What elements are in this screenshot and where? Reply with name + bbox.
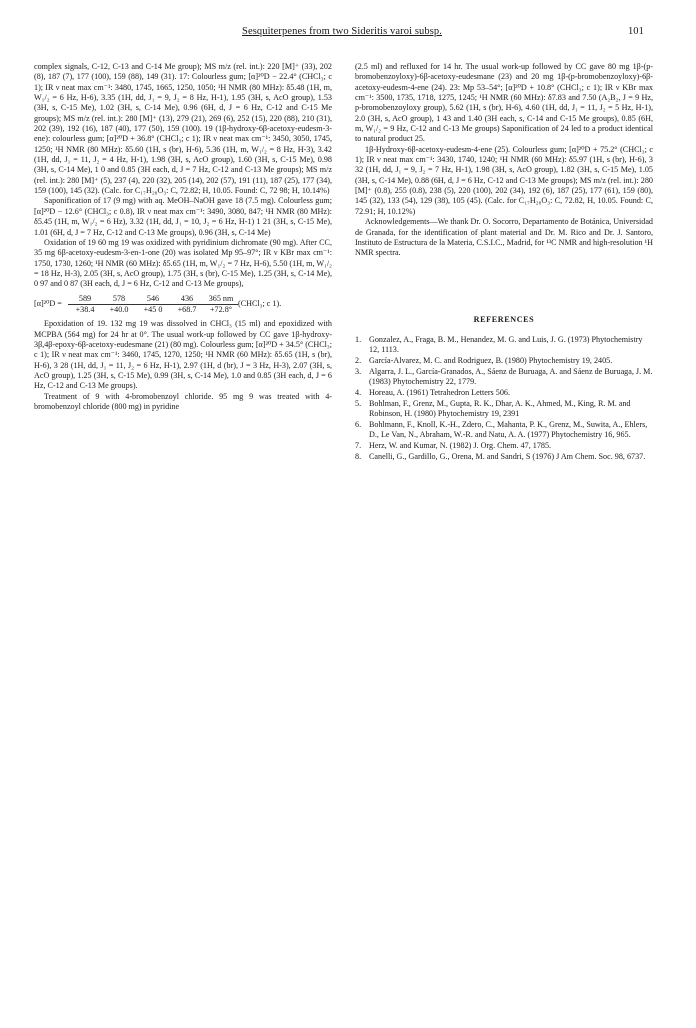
rotation-label: [α]²⁰D = [34,299,62,309]
left-paragraph: Treatment of 9 with 4-bromobenzoyl chloride. 95 mg 9 was treated with 4-bromobenzoyl chloride (800 mg) in pyridine [34,391,332,411]
reference-number: 8. [355,452,362,462]
reference-item [355,356,653,366]
left-paragraph: Epoxidation of 19. 132 mg 19 was dissolved in CHCl₃ (15 ml) and epoxidized with MCPBA (564 mg) for 24 hr at 0°. The usual work-up followed by CC gave 1β-hydroxy-3β,4β-epoxy-6β-acetoxy-eudesmane (21) (80 mg). Colourless gum; [α]²⁰D + 34.5° (CHCl₃; c 1); IR ν neat max cm⁻¹: 3460, 1745, 1270, 1250; ¹H NMR (60 MHz): δ5.65 (1H, s (br), H-6), 3 28 (1H, dd, J₁ = 11, J₂ = 6 Hz, H-1), 2.97 (1H, d (br), J = 3 Hz, H-3), 2.07 (3H, s, AcO group), 1.25 (3H, s, C-15 Me), 0.99 (3H, s, C-14 Me), 1.0 and 0.85 (3H each, d, J = 6 Hz, C-12 and C-13 Me groups). [34,319,332,391]
right-paragraph: 1β-Hydroxy-6β-acetoxy-eudesm-4-ene (25). Colourless gum; [α]²⁰D + 75.2° (CHCl₃; c 1); IR ν neat max cm⁻¹: 3430, 1740, 1240; ¹H NMR (60 MHz): δ5.97 (1H, s (br), H-6), 3 32 (1H, dd, J₁ = 9, J₂ = 7 Hz, H-1), 1.98 (3H, s, AcO group), 1.82 (3H, s, C-15 Me), 1.05 (3H, s, C-14 Me), 0.88 (6H, d, J = 6 Hz, C-12 and C-13 Me groups); MS m/z (rel. int.): 280 [M]⁺ (0.8), 255 (0.8), 238 (5), 220 (100), 202 (34), 192 (6), 187 (25), 177 (61), 159 (80), 145 (32), 133 (54), 129 (38), 105 (45). (Calc. for C₁₇H₂₈O₃: C, 72.82, H, 10.05. Found: C, 72.91; H, 10.12%) [355,144,653,216]
page-number: 101 [627,26,644,37]
reference-text: Canelli, G., Gardillo, G., Orena, M. and Sandri, S (1976) J Am Chem. Soc. 98, 6737. [369,452,646,462]
left-paragraph: Oxidation of 19 60 mg 19 was oxidized with pyridinium dichromate (90 mg). After CC, 35 mg 6β-acetoxy-eudesm-3-en-1-one (20) was isolated Mp 95–97°; IR ν KBr max cm⁻¹: 1750, 1730, 1260; ¹H NMR (60 MHz): δ5.65 (1H, m, W₁/₂ = 7 Hz, H-6), 5.50 (1H, m, W₁/₂ = 18 Hz, H-3), 2.05 (3H, s, AcO group), 1.75 (3H, s (br), C-15 Me), 1.25 (3H, s, C-14 Me), 0 97 and 0 87 (3H each, d, J = 6 Hz, C-12 and C-13 Me groups), [34,237,332,289]
reference-text: Bohlmann, F., Knoll, K.-H., Zdero, C., Mahanta, P. K., Grenz, M., Suwita, A., Ehlers, D., Le Van, N., Abraham, W.-R. and Natu, A. A. (1977) Phytochemistry 16, 965. [369,420,648,440]
right-column [355,62,653,463]
reference-number: 4. [355,388,362,398]
rotation-value: +40.0 [109,304,129,314]
reference-number: 1. [355,334,362,344]
references-heading: REFERENCES [473,314,535,324]
rotation-value: +68.7 [177,304,197,314]
reference-number: 2. [355,356,362,366]
right-paragraph: (2.5 ml) and refluxed for 14 hr. The usual work-up followed by CC gave 80 mg 1β-(p-bromobenzoyloxy)-6β-acetoxy-eudesmane (23) and 20 mg 1β-(p-bromobenzoyloxy)-6β-acetoxy-eudesm-4-ene (24). 23: Mp 53–54°; [α]²⁰D + 10.8° (CHCl₃; c 1); IR ν KBr max cm⁻¹: 3500, 1735, 1718, 1275, 1245; ¹H NMR (60 MHz): δ7.83 and 7.50 (A₂B₂, J = 9 Hz, p-bromobenzoyloxy group), 5.62 (1H, s (br), H-6), 4.60 (1H, dd, J₁ = 11, J₂ = 5 Hz, H-1), 2.0 (3H, s, AcO group), 1 43 and 1.40 (3H each, s, C-14 and C-15 Me groups), 0.85 (6H, m, W₁/₂ = 9 Hz, C-12 and C-13 Me groups) Saponification of 24 led to a product identical to natural product 25. [355,62,653,144]
optical-rotation-table [34,294,332,316]
left-paragraph: complex signals, C-12, C-13 and C-14 Me group); MS m/z (rel. int.): 220 [M]⁺ (33), 202 (8), 187 (7), 177 (100), 159 (88), 149 (31). 17: Colourless gum; [α]²⁰D − 22.4° (CHCl₃; c 1); IR ν neat max cm⁻¹: 3480, 1745, 1665, 1250, 1050; ¹H NMR (80 MHz): δ5.48 (1H, m, W₁/₂ = 6 Hz, H-6), 3.35 (1H, dd, J₁ = 9, J₂ = 8 Hz, H-1), 1.95 (3H, s, AcO group), 1.53 (3H, s, C-15 Me), 1.02 (3H, s, C-14 Me), 0.96 (6H, d, J = 6 Hz, C-12 and C-15 Me groups); MS m/z (rel. int.): 280 [M]⁺ (13), 279 (21), 269 (6), 252 (15), 220 (88), 210 (31), 202 (39), 192 (16), 187 (40), 177 (50), 159 (100). 19 (1β-hydroxy-6β-acetoxy-eudesm-3-ene): colourless gum; [α]²⁰D + 36.8° (CHCl₃; c 1); IR ν neat max cm⁻¹: 3450, 3050, 1745, 1250; ¹H NMR (80 MHz): δ5.60 (1H, s (br), H-6), 5.36 (1H, m, W₁/₂ = 8 Hz, H-3), 3.42 (1H, dd, J₁ = 11, J₂ = 4 Hz, H-1), 1.98 (3H, s, AcO group), 1.60 (3H, s, C-15 Me), 0.98 (3H, s, C-14 Me), 1 0 and 0.85 (3H each, d, J = 7 Hz, C-12 and C-13 Me groups); MS m/z (rel. int.): 280 [M]⁺ (5), 237 (4), 220 (32), 205 (14), 202 (57), 191 (11), 187 (25), 177 (34), 159 (100), 145 (32). (Calc. for C₁₇H₂₈O₃: C, 72.82; H, 10.05. Found: C, 72 98; H, 10.14%) [34,62,332,196]
wavelength-cell: 589 [68,294,102,305]
reference-text: Algarra, J. L., García-Granados, A., Sáenz de Buruaga, A. and Sáenz de Buruaga, J. M. (1983) Phytochemistry 22, 1779. [369,366,653,387]
rotation-value: +38.4 [75,304,95,314]
reference-item [355,388,653,398]
reference-number: 7. [355,441,362,451]
rotation-value: +72.8° [209,304,233,314]
reference-number: 5. [355,398,362,408]
wavelength-cell: 436 [170,294,204,305]
reference-item [355,367,653,388]
reference-text: Horeau, A. (1961) Tetrahedron Letters 506. [369,388,510,398]
left-paragraph: Saponification of 17 (9 mg) with aq. MeOH–NaOH gave 18 (7.5 mg). Colourless gum; [α]²⁰D − 12.6° (CHCl₃; c 0.8), IR ν neat max cm⁻¹: 3490, 3080, 847; ¹H NMR (80 MHz): δ5.45 (1H, m, W₁/₂ = 6 Hz), 3.32 (1H, dd, J₁ = 10, J₂ = 6 Hz, H-1) 1 21 (3H, s, C-15 Me), 1.01 (6H, d, J = 7 Hz, C-12 and C-13 Me groups), 0.96 (3H, s, C-14 Me) [34,196,332,237]
wavelength-cell: 546 [136,294,170,305]
reference-number: 3. [355,366,362,376]
reference-number: 6. [355,420,362,430]
reference-item [355,420,653,441]
reference-item [355,441,653,451]
reference-text: Bohlman, F., Grenz, M., Gupta, R. K., Dhar, A. K., Ahmed, M., King, R. M. and Robinson, H. (1980) Phytochemistry 19, 2391 [369,398,631,419]
reference-item [355,335,653,356]
acknowledgements: Acknowledgements—We thank Dr. O. Socorro, Departamento de Botánica, Universidad de Granada, for the identification of plant material and Dr. M. Rico and Dr. J. Santoro, Instituto de Estructura de la Materia, C.S.I.C., Madrid, for ¹³C NMR and high-resolution ¹H NMR spectra. [355,217,653,258]
running-header [40,26,644,42]
reference-text: Herz, W. and Kumar, N. (1982) J. Org. Chem. 47, 1785. [369,441,552,451]
references-list [355,335,653,463]
reference-item [355,399,653,420]
reference-text: Gonzalez, A., Fraga, B. M., Henandez, M. G. and Luis, J. G. (1973) Phytochemistry 12, 1113. [369,334,643,355]
reference-text: García-Alvarez, M. C. and Rodriguez, B. (1980) Phytochemistry 19, 2405. [369,356,613,366]
wavelength-cell: 365 nm [204,294,238,305]
reference-item [355,452,653,462]
rotation-solvent: (CHCl₃; c 1). [238,299,282,309]
left-column [34,62,332,412]
rotation-value: +45 0 [143,304,163,314]
wavelength-cell: 578 [102,294,136,305]
running-title: Sesquiterpenes from two Sideritis varoi subsp. [242,26,442,37]
